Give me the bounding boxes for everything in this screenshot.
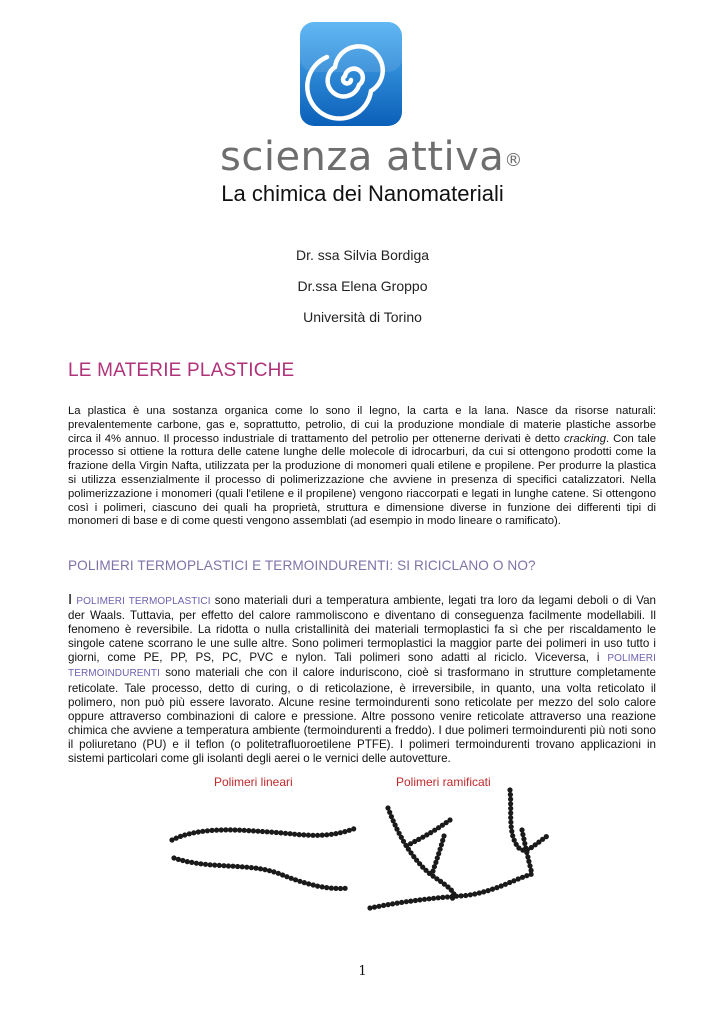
author-block (0, 246, 725, 339)
bead (399, 900, 404, 905)
affiliation: Università di Torino (303, 309, 422, 325)
bead (221, 863, 226, 868)
bead (320, 884, 325, 889)
branched-chain (430, 833, 446, 873)
bead (297, 879, 302, 884)
bead (329, 886, 334, 891)
dropcap: I (68, 591, 73, 608)
polymer-chains (169, 787, 549, 910)
bead (219, 827, 224, 832)
bead (200, 829, 205, 834)
bead (203, 862, 208, 867)
bead (242, 828, 247, 833)
linear-chain (171, 855, 347, 891)
bead (438, 847, 443, 852)
bead (208, 862, 213, 867)
bead (430, 869, 435, 874)
bead (509, 824, 514, 829)
bead (324, 885, 329, 890)
bead (529, 868, 534, 873)
bead (301, 832, 306, 837)
bead (338, 830, 343, 835)
bead (525, 854, 530, 859)
term-thermoplastic: POLIMERI TERMOPLASTICI (76, 596, 211, 607)
bead (417, 897, 422, 902)
emphasis-cracking: cracking (563, 432, 607, 445)
label-linear-polymers: Polimeri lineari (214, 775, 293, 789)
bead (315, 884, 320, 889)
bead (408, 899, 413, 904)
bead (214, 828, 219, 833)
bead (441, 833, 446, 838)
bead (251, 828, 256, 833)
bead (422, 897, 427, 902)
bead (440, 895, 445, 900)
term-thermoset: POLIMERI TERMOINDURENTI (68, 653, 656, 680)
bead (520, 832, 525, 837)
bead (372, 905, 377, 910)
bead (338, 886, 343, 891)
branched-chain (385, 805, 456, 900)
bead (228, 827, 233, 832)
bead (171, 855, 176, 860)
bead (439, 842, 444, 847)
bead (283, 831, 288, 836)
bead (253, 866, 258, 871)
bead (297, 832, 302, 837)
bead (481, 889, 486, 894)
document-title: La chimica dei Nanomateriali (221, 181, 504, 206)
bead (274, 830, 279, 835)
registered-mark: ® (504, 150, 523, 171)
bead (267, 868, 272, 873)
text: . Con tale processo si ottiene la rottura delle catene lunghe delle molecole di idrocarburi, da cui si ottengono prodotti come la frazione della Virgin Nafta, utilizzata per la produzione di monomeri quali etilene e propilene. Per produrre la plastica si utilizza essenzialmente il processo di polimerizzazione che avviene in presenza di specifici catalizzatori. Nella polimerizzazione i monomeri (quali l'etilene e il propilene) vengono riaccorpati e legati in lunghe catene. Si ottengono così i polimeri, ciascuno dei quali ha proprietà, struttura e dimensione diverse in funzione dei differenti tipi di monomeri di base e di come questi vengono assemblati (ad esempio in modo lineare o ramificato). (68, 432, 656, 528)
bead (269, 830, 274, 835)
bead (509, 829, 514, 834)
bead (278, 830, 283, 835)
bead (519, 827, 524, 832)
bead (472, 891, 477, 896)
author-2: Dr.ssa Elena Groppo (297, 278, 428, 294)
polymer-diagram (160, 770, 580, 920)
bead (292, 832, 297, 837)
branched-chain (507, 787, 549, 852)
bead (258, 866, 263, 871)
bead (544, 834, 549, 839)
bead (333, 886, 338, 891)
bead (196, 829, 201, 834)
bead (386, 902, 391, 907)
bead (232, 827, 237, 832)
bead (522, 841, 527, 846)
bead (351, 826, 356, 831)
bead (271, 869, 276, 874)
section-heading-plastics: LE MATERIE PLASTICHE (68, 360, 295, 381)
bead (508, 797, 513, 802)
bead (440, 838, 445, 843)
bead (240, 864, 245, 869)
bead (342, 829, 347, 834)
bead (244, 865, 249, 870)
bead (413, 898, 418, 903)
bead (432, 864, 437, 869)
bead (527, 863, 532, 868)
bead (436, 851, 441, 856)
label-branched-polymers: Polimeri ramificati (396, 775, 491, 789)
bead (198, 861, 203, 866)
bead (347, 828, 352, 833)
text: La plastica è una sostanza organica come lo sono il legno, la carta e la lana. Nasce da risorse naturali: prevalentemente carbone, gas e, soprattutto, petrolio, di cui la produzione mondiale di materie plastiche assorbe circa il 4% annuo. Il processo industriale di trattamento del petrolio per ottenerne derivati è detto (68, 405, 656, 445)
bead (381, 903, 386, 908)
bead (329, 832, 334, 837)
bead (235, 864, 240, 869)
bead (209, 828, 214, 833)
bead (217, 863, 222, 868)
bead (315, 833, 320, 838)
bead (431, 896, 436, 901)
bead (255, 829, 260, 834)
brand-name: scienza attiva (220, 134, 505, 180)
paragraph-plastics (68, 405, 656, 529)
bead (463, 893, 468, 898)
branched-chain (404, 817, 453, 848)
bead (302, 880, 307, 885)
bead (449, 894, 454, 899)
bead (526, 859, 531, 864)
bead (246, 828, 251, 833)
author-1: Dr. ssa Silvia Bordiga (295, 247, 430, 263)
bead (508, 815, 513, 820)
bead (343, 886, 348, 891)
text: sono materiali duri a temperatura ambiente, legati tra loro da legami deboli o di Van der Waals. Tuttavia, per effetto del calore rammoliscono e diventano di conseguenza facilmente modellabili. Il fenomeno è reversibile. La ridotta o nulla cristallinità dei materiali termoplastici fa sì che per riscaldamento le singole catene scorrano le une sulle altre. Sono polimeri termoplastici la maggior parte dei polimeri in uso tutto i giorni, come PE, PP, PS, PC, PVC e nylon. Tali polimeri sono adatti al riciclo. Viceversa, i (68, 594, 656, 665)
brand-wordmark (220, 133, 523, 181)
bead (306, 881, 311, 886)
bead (507, 787, 512, 792)
bead (310, 833, 315, 838)
bead (226, 863, 231, 868)
bead (189, 860, 194, 865)
bead (187, 831, 192, 836)
bead (524, 850, 529, 855)
bead (182, 832, 187, 837)
bead (223, 827, 228, 832)
bead (260, 829, 265, 834)
bead (306, 833, 311, 838)
bead (477, 890, 482, 895)
bead (376, 904, 381, 909)
bead (185, 859, 190, 864)
bead (367, 905, 372, 910)
paragraph-polymers (68, 593, 656, 766)
bead (324, 832, 329, 837)
bead (508, 806, 513, 811)
bead (176, 857, 181, 862)
bead (180, 858, 185, 863)
text: sono materiali che con il calore induriscono, cioè si trasformano in strutture completamente reticolate. Tale processo, detto di curing, o di reticolazione, è irreversibile, in quanto, una volta reticolato il polimero, non può più essere lavorato. Alcune resine termoindurenti sono reticolate per mezzo del solo calore oppure attraverso combinazioni di calore e pressione. Altre possono venire reticolate attraverso una reazione chimica che avviene a temperatura ambiente (termoindurenti a freddo). I due polimeri termoindurenti più noti sono il poliuretano (PU) e il teflon (o politetrafluoroetilene PTFE). I polimeri termoindurenti trovano applicazioni in sistemi particolari come gli isolanti degli aerei o le vernici delle autovetture. (68, 666, 656, 766)
bead (454, 894, 459, 899)
bead (320, 833, 325, 838)
bead (230, 864, 235, 869)
bead (435, 855, 440, 860)
section-heading-polymers: POLIMERI TERMOPLASTICI E TERMOINDURENTI: SI RICICLANO O NO? (68, 558, 536, 573)
bead (194, 861, 199, 866)
bead (390, 901, 395, 906)
bead (445, 894, 450, 899)
bead (333, 831, 338, 836)
bead (265, 829, 270, 834)
bead (508, 801, 513, 806)
bead (205, 828, 210, 833)
bead (508, 810, 513, 815)
bead (427, 896, 432, 901)
bead (395, 901, 400, 906)
bead (311, 882, 316, 887)
bead (288, 831, 293, 836)
bead (459, 893, 464, 898)
linear-chain (169, 826, 356, 842)
bead (237, 828, 242, 833)
bead (436, 895, 441, 900)
bead (508, 820, 513, 825)
spiral-logo-icon (298, 20, 404, 132)
bead (523, 845, 528, 850)
bead (404, 899, 409, 904)
bead (468, 892, 473, 897)
bead (212, 863, 217, 868)
bead (508, 792, 513, 797)
bead (521, 836, 526, 841)
page-number: 1 (358, 964, 367, 979)
bead (262, 867, 267, 872)
bead (249, 865, 254, 870)
bead (191, 830, 196, 835)
